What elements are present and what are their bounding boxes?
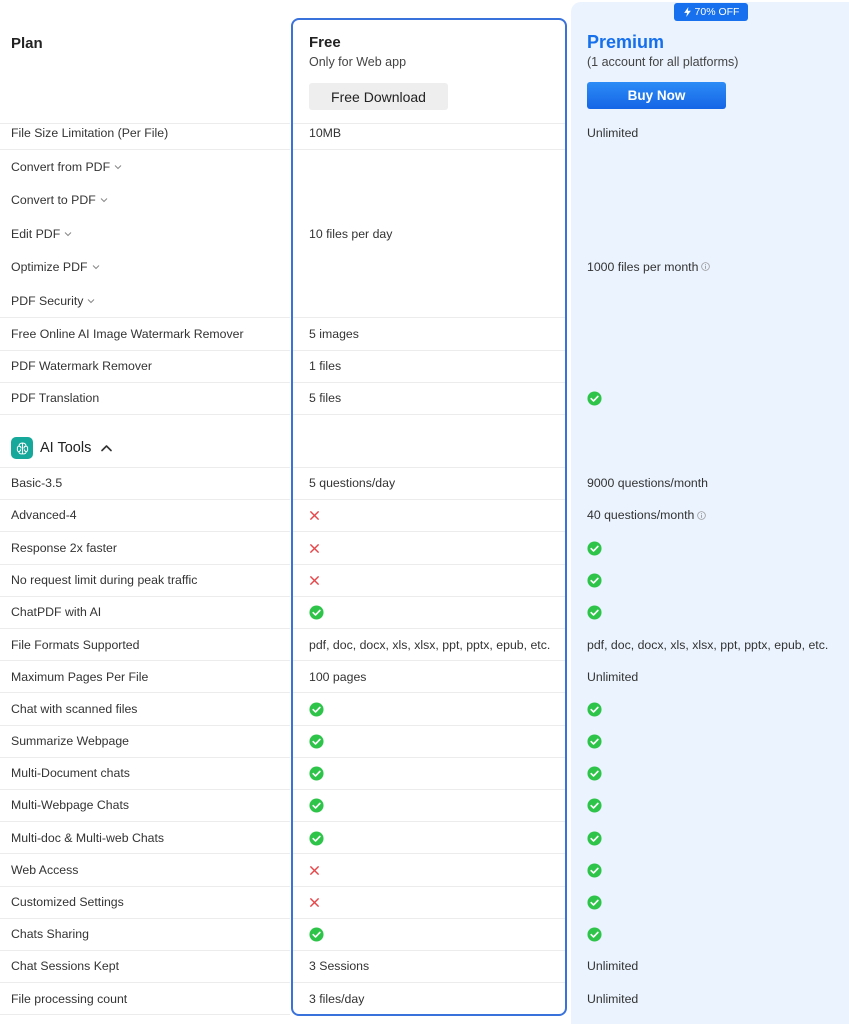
feature-label: Edit PDF: [11, 226, 61, 241]
table-row: [0, 596, 849, 628]
free-value: [309, 532, 320, 564]
feature-label: PDF Security: [11, 293, 84, 308]
feature-label: Optimize PDF: [11, 259, 88, 274]
free-plan-title: Free: [309, 34, 341, 51]
lightning-icon: [683, 7, 692, 17]
check-icon: [587, 863, 602, 878]
feature-label: Basic-3.5: [11, 476, 63, 490]
ai-tools-toggle[interactable]: [11, 430, 112, 466]
chevron-down-icon: [100, 196, 108, 204]
check-icon: [309, 605, 324, 620]
premium-plan-subtitle: (1 account for all platforms): [587, 55, 739, 69]
free-value: 3 files/day: [309, 992, 365, 1006]
feature-label: No request limit during peak traffic: [11, 573, 198, 587]
premium-plan-title: Premium: [587, 32, 665, 52]
table-row: [0, 918, 849, 950]
chevron-down-icon: [114, 163, 122, 171]
feature-label: Chat Sessions Kept: [11, 959, 120, 973]
table-row: [0, 693, 849, 725]
free-value: [309, 596, 324, 628]
free-value: [309, 789, 324, 821]
check-icon: [309, 927, 324, 942]
table-row[interactable]: [0, 150, 849, 183]
feature-label-expandable[interactable]: [11, 150, 122, 183]
premium-value: [587, 918, 602, 950]
table-row: [0, 318, 849, 350]
check-icon: [309, 702, 324, 717]
feature-label: Summarize Webpage: [11, 734, 130, 748]
premium-value: [587, 854, 602, 886]
free-value: [309, 757, 324, 789]
table-row: [0, 854, 849, 886]
table-row: [0, 350, 849, 382]
table-row: [0, 886, 849, 918]
plan-label: Plan: [11, 35, 43, 52]
feature-label: Multi-Webpage Chats: [11, 798, 130, 812]
premium-value: [587, 532, 602, 564]
check-icon: [587, 702, 602, 717]
check-icon: [587, 798, 602, 813]
table-row: [0, 564, 849, 596]
discount-badge: [674, 3, 748, 21]
check-icon: [587, 766, 602, 781]
info-icon[interactable]: [701, 262, 710, 271]
premium-value: [587, 757, 602, 789]
ai-tools-section-header[interactable]: [0, 430, 849, 466]
chevron-down-icon: [92, 263, 100, 271]
premium-value: [587, 693, 602, 725]
premium-value: [587, 564, 602, 596]
free-value: [309, 918, 324, 950]
feature-label: PDF Watermark Remover: [11, 359, 152, 373]
ai-brain-icon: [11, 437, 33, 459]
free-value: 5 questions/day: [309, 476, 396, 490]
check-icon: [309, 798, 324, 813]
buy-now-button[interactable]: Buy Now: [587, 82, 726, 109]
free-value: [309, 886, 320, 918]
free-value: [309, 693, 324, 725]
table-row: [0, 950, 849, 982]
table-row[interactable]: [0, 183, 849, 216]
premium-value: [587, 382, 602, 414]
free-value: [309, 499, 320, 531]
feature-label: Multi-Document chats: [11, 766, 130, 780]
premium-value: pdf, doc, docx, xls, xlsx, ppt, pptx, epub, etc.: [587, 638, 829, 652]
feature-label-expandable[interactable]: [11, 284, 95, 317]
check-icon: [587, 734, 602, 749]
free-value: [309, 854, 320, 886]
premium-value: [587, 725, 602, 757]
feature-label: Multi-doc & Multi-web Chats: [11, 831, 165, 845]
premium-value: [587, 789, 602, 821]
premium-value: [587, 250, 710, 283]
free-value: 10 files per day: [309, 226, 393, 241]
feature-label: PDF Translation: [11, 391, 100, 405]
table-row[interactable]: [0, 284, 849, 317]
table-row[interactable]: [0, 217, 849, 250]
discount-badge-text: 70% OFF: [694, 6, 740, 18]
premium-value: Unlimited: [587, 670, 639, 684]
premium-value: Unlimited: [587, 126, 639, 140]
feature-label: Maximum Pages Per File: [11, 670, 149, 684]
check-icon: [587, 605, 602, 620]
free-plan-subtitle: Only for Web app: [309, 55, 407, 69]
premium-value: Unlimited: [587, 992, 639, 1006]
premium-value: 9000 questions/month: [587, 476, 709, 490]
row-divider: [0, 414, 290, 415]
table-row: [0, 983, 849, 1015]
free-value: [309, 564, 320, 596]
table-row[interactable]: [0, 250, 849, 283]
ai-tools-label: AI Tools: [40, 440, 92, 456]
table-row: [0, 532, 849, 564]
table-row: [0, 789, 849, 821]
free-value: 5 images: [309, 327, 359, 341]
free-value: 5 files: [309, 391, 342, 405]
premium-value: [587, 822, 602, 854]
cross-icon: [309, 510, 320, 521]
feature-label: Chat with scanned files: [11, 702, 138, 716]
free-value: pdf, doc, docx, xls, xlsx, ppt, pptx, epub, etc.: [309, 638, 551, 652]
check-icon: [587, 573, 602, 588]
cross-icon: [309, 865, 320, 876]
free-value: 10MB: [309, 126, 342, 140]
feature-label-expandable[interactable]: [11, 250, 100, 283]
feature-label: Customized Settings: [11, 895, 124, 909]
feature-label-expandable[interactable]: [11, 217, 72, 250]
feature-label-expandable[interactable]: [11, 183, 108, 216]
table-row: [0, 822, 849, 854]
table-row: [0, 757, 849, 789]
info-icon[interactable]: [697, 511, 706, 520]
feature-label: Response 2x faster: [11, 541, 117, 555]
feature-label: File Formats Supported: [11, 638, 140, 652]
feature-label: File Size Limitation (Per File): [11, 126, 169, 140]
feature-label: Chats Sharing: [11, 927, 89, 941]
cross-icon: [309, 543, 320, 554]
chevron-down-icon: [64, 230, 72, 238]
table-row: [0, 661, 849, 693]
table-row: [0, 382, 849, 414]
cross-icon: [309, 897, 320, 908]
table-row: [0, 499, 849, 531]
premium-value-text: 40 questions/month: [587, 508, 695, 522]
feature-label: Convert from PDF: [11, 159, 111, 174]
check-icon: [587, 541, 602, 556]
table-row: [0, 117, 849, 149]
table-row: [0, 467, 849, 499]
free-value: 100 pages: [309, 670, 367, 684]
check-icon: [309, 734, 324, 749]
premium-value: Unlimited: [587, 959, 639, 973]
feature-label: Free Online AI Image Watermark Remover: [11, 327, 244, 341]
table-row: [0, 629, 849, 661]
feature-label: ChatPDF with AI: [11, 605, 102, 619]
chevron-up-icon: [101, 444, 112, 452]
cross-icon: [309, 575, 320, 586]
free-value: 1 files: [309, 359, 342, 373]
feature-label: File processing count: [11, 992, 128, 1006]
free-download-button[interactable]: Free Download: [309, 83, 448, 110]
check-icon: [309, 766, 324, 781]
check-icon: [309, 831, 324, 846]
free-value: [309, 822, 324, 854]
premium-value-text: 1000 files per month: [587, 259, 699, 274]
free-value: 3 Sessions: [309, 959, 370, 973]
row-divider: [292, 414, 566, 415]
feature-label: Web Access: [11, 863, 79, 877]
feature-label: Advanced-4: [11, 508, 77, 522]
chevron-down-icon: [87, 297, 95, 305]
feature-label: Convert to PDF: [11, 192, 96, 207]
premium-value: [587, 596, 602, 628]
check-icon: [587, 895, 602, 910]
premium-value: [587, 886, 602, 918]
check-icon: [587, 927, 602, 942]
check-icon: [587, 831, 602, 846]
premium-value: [587, 499, 706, 531]
check-icon: [587, 391, 602, 406]
free-value: [309, 725, 324, 757]
table-row: [0, 725, 849, 757]
